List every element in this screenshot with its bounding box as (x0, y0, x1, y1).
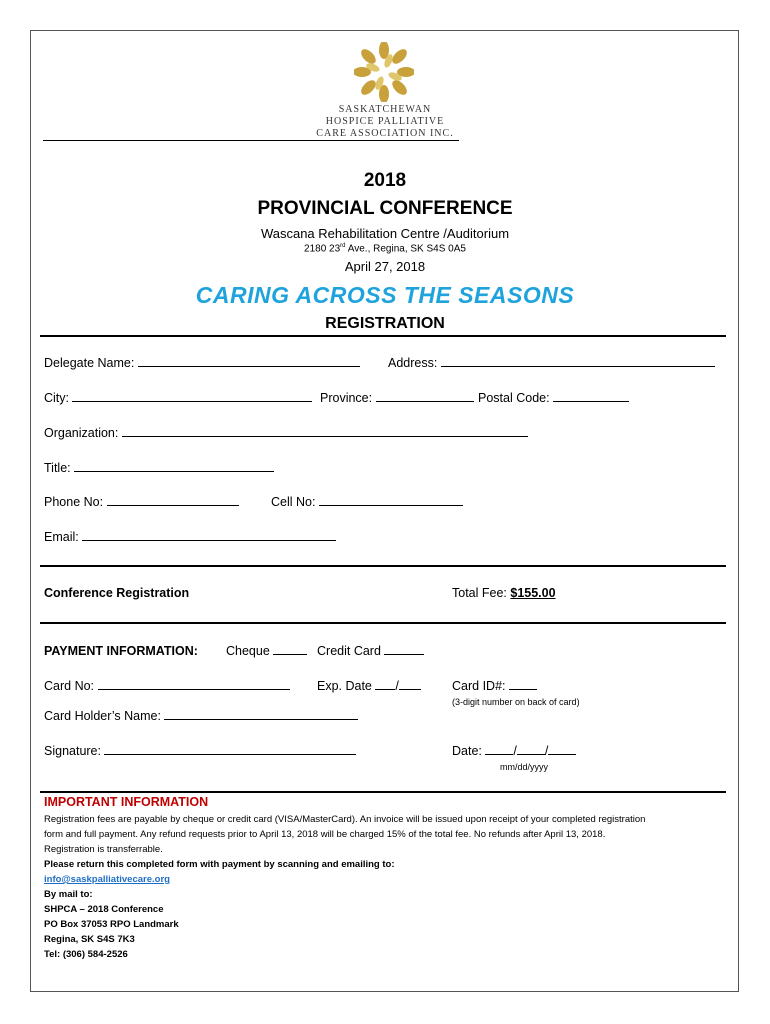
header-divider (43, 140, 459, 141)
province-label: Province: (320, 391, 373, 405)
delegate-name-field[interactable] (44, 356, 360, 370)
conference-date: April 27, 2018 (344, 259, 426, 274)
card-id-hint: (3-digit number on back of card) (452, 697, 580, 707)
address-ordinal: rd (340, 243, 346, 249)
address-field[interactable] (388, 356, 715, 370)
email-link[interactable]: info@saskpalliativecare.org (44, 874, 170, 885)
postal-code-field[interactable] (478, 391, 629, 405)
city-label: City: (44, 391, 69, 405)
signature-label: Signature: (44, 744, 101, 758)
cheque-label: Cheque (226, 644, 270, 658)
phone-field[interactable] (44, 495, 239, 509)
organization-name (300, 104, 470, 140)
section-rule (40, 335, 726, 337)
info-line-1: Registration fees are payable by cheque or credit card (VISA/MasterCard). An invoice will be issued upon receipt of your completed registration (44, 814, 646, 825)
laurel-wreath-logo-icon (354, 42, 414, 102)
card-number-field[interactable] (44, 679, 290, 693)
venue-address (0, 243, 770, 254)
org-line-2: HOSPICE PALLIATIVE (325, 116, 445, 127)
address-label: Address: (388, 356, 438, 370)
card-holder-field[interactable] (44, 709, 358, 723)
address-part-2: Ave., Regina, SK S4S 0A5 (345, 243, 466, 255)
org-line-3: CARE ASSOCIATION INC. (316, 128, 454, 139)
fields-rule (40, 565, 726, 567)
total-fee-amount: $155.00 (510, 586, 556, 600)
section-title: REGISTRATION (325, 315, 445, 332)
card-id-field[interactable] (452, 679, 537, 693)
address-part-1: 2180 23 (304, 243, 341, 255)
organization-label: Organization: (44, 426, 119, 440)
conference-year: 2018 (363, 170, 407, 191)
credit-card-option[interactable] (317, 644, 424, 658)
credit-card-label: Credit Card (317, 644, 381, 658)
organization-field[interactable] (44, 426, 528, 440)
info-line-2: form and full payment. Any refund requests prior to April 13, 2018 will be charged 15% of the total fee. No refunds after April 13, 2018. (44, 829, 606, 840)
date-format-hint: mm/dd/yyyy (500, 762, 549, 772)
signature-field[interactable] (44, 744, 356, 758)
expiry-date-field[interactable]: Exp. Date / (317, 679, 421, 693)
title-label: Title: (44, 461, 71, 475)
expiry-date-label: Exp. Date (317, 679, 372, 693)
postal-code-label: Postal Code: (478, 391, 550, 405)
total-fee-label: Total Fee: (452, 586, 507, 600)
mail-line-3: Regina, SK S4S 7K3 (44, 934, 135, 945)
title-field[interactable] (44, 461, 274, 475)
phone-label: Phone No: (44, 495, 104, 509)
conference-title: PROVINCIAL CONFERENCE (257, 198, 513, 219)
cheque-option[interactable] (226, 644, 307, 658)
payment-rule (40, 791, 726, 793)
delegate-name-label: Delegate Name: (44, 356, 135, 370)
city-field[interactable] (44, 391, 312, 405)
conference-registration-label: Conference Registration (44, 586, 190, 600)
email-field[interactable] (44, 530, 336, 544)
card-number-label: Card No: (44, 679, 95, 693)
total-fee (452, 586, 556, 600)
org-line-1: SASKATCHEWAN (338, 104, 432, 115)
card-holder-label: Card Holder’s Name: (44, 709, 161, 723)
mail-line-2: PO Box 37053 RPO Landmark (44, 919, 179, 930)
venue: Wascana Rehabilitation Centre /Auditorium (260, 226, 510, 241)
mail-line-1: SHPCA – 2018 Conference (44, 904, 164, 915)
payment-heading: PAYMENT INFORMATION: (44, 644, 198, 658)
return-note: Please return this completed form with payment by scanning and emailing to: (44, 859, 395, 870)
date-field[interactable]: Date: / / (452, 744, 576, 758)
card-id-label: Card ID#: (452, 679, 506, 693)
date-label: Date: (452, 744, 482, 758)
important-info-body (44, 812, 724, 962)
cell-label: Cell No: (271, 495, 316, 509)
email-label: Email: (44, 530, 79, 544)
province-field[interactable] (320, 391, 474, 405)
fee-rule (40, 622, 726, 624)
info-line-3: Registration is transferrable. (44, 844, 163, 855)
conference-theme: CARING ACROSS THE SEASONS (195, 282, 575, 308)
telephone: Tel: (306) 584-2526 (44, 949, 128, 960)
cell-field[interactable] (271, 495, 463, 509)
important-info-title: IMPORTANT INFORMATION (44, 795, 209, 809)
by-mail-label: By mail to: (44, 889, 93, 900)
